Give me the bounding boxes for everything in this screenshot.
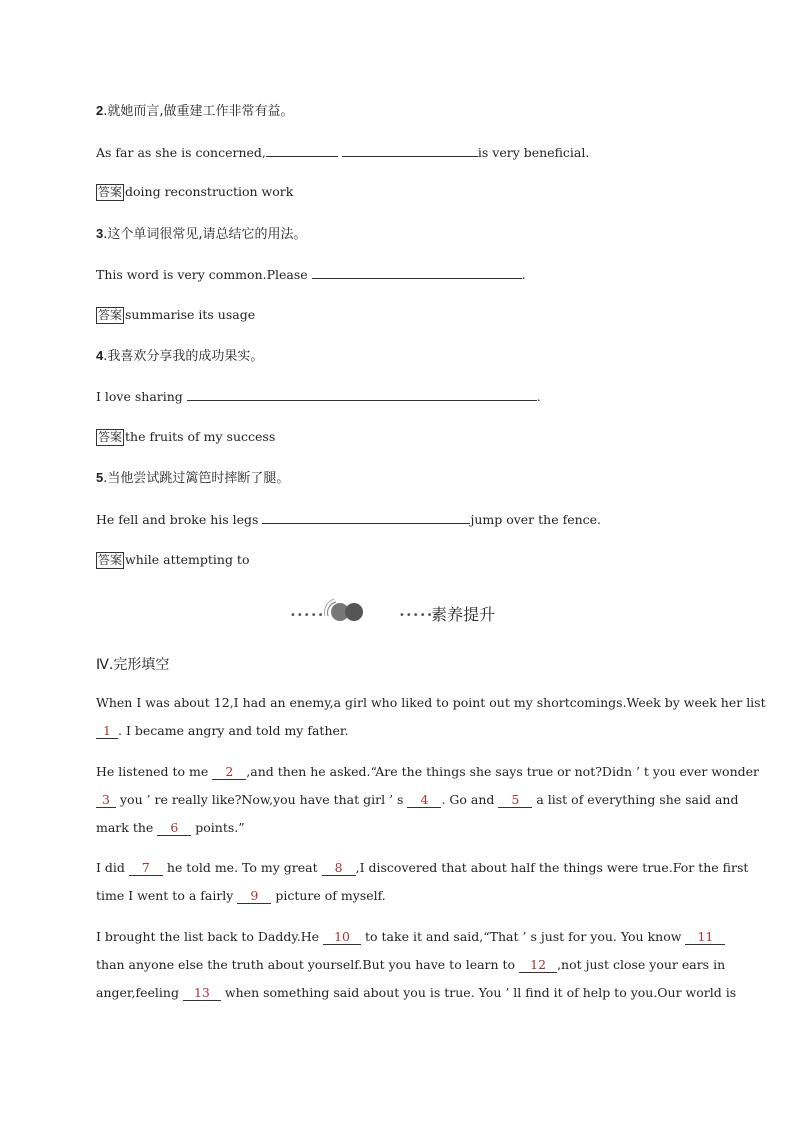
question-5-prompt xyxy=(96,470,289,487)
gap-blank[interactable]: 13 xyxy=(183,986,221,1001)
passage-text: ,not just close your ears in xyxy=(557,957,726,972)
gap-blank[interactable]: 4 xyxy=(407,793,441,808)
answer-tag: 答案 xyxy=(98,430,123,444)
gap-blank[interactable]: 1 xyxy=(96,724,118,739)
sentence-part: He fell and broke his legs xyxy=(96,512,259,527)
answer-tag: 答案 xyxy=(98,308,123,322)
passage-text: . Go and xyxy=(441,792,495,807)
passage-line xyxy=(96,929,725,945)
question-number: 2 xyxy=(96,103,104,118)
passage-text: than anyone else the truth about yourself.But you have to learn to xyxy=(96,957,516,972)
gap-blank[interactable]: 10 xyxy=(323,930,361,945)
sentence-part: . xyxy=(521,267,526,282)
question-2-prompt xyxy=(96,103,294,120)
question-text-cn: .我喜欢分享我的成功果实。 xyxy=(103,349,264,364)
question-5-answer xyxy=(96,552,249,569)
passage-text: points.” xyxy=(195,820,245,835)
passage-text: time I went to a fairly xyxy=(96,888,234,903)
answer-text: the fruits of my success xyxy=(125,429,276,444)
passage-line xyxy=(96,723,348,739)
answer-text: while attempting to xyxy=(125,552,250,567)
question-text-cn: .就她而言,做重建工作非常有益。 xyxy=(103,104,294,119)
gap-blank[interactable]: 11 xyxy=(685,930,725,945)
sentence-part: is very beneficial. xyxy=(477,145,590,160)
question-5-sentence xyxy=(96,511,601,528)
banner-dots-left: ••••• xyxy=(290,610,325,621)
passage-text: anger,feeling xyxy=(96,985,179,1000)
question-3-answer xyxy=(96,307,255,324)
gap-blank[interactable]: 12 xyxy=(519,958,557,973)
passage-line xyxy=(96,860,748,876)
passage-text: he told me. To my great xyxy=(166,860,318,875)
answer-blank xyxy=(342,144,478,157)
banner-dots-right: ••••• xyxy=(399,610,434,621)
answer-blank xyxy=(266,144,338,157)
passage-line xyxy=(96,888,386,904)
section-banner xyxy=(288,598,548,628)
answer-tag: 答案 xyxy=(98,185,123,199)
gap-blank[interactable]: 5 xyxy=(498,793,532,808)
question-4-sentence xyxy=(96,388,541,405)
gap-blank[interactable]: 8 xyxy=(322,861,356,876)
passage-text: when something said about you is true. You ’ ll find it of help to you.Our world is xyxy=(224,985,737,1000)
double-circle-icon xyxy=(322,598,368,626)
sentence-part: As far as she is concerned, xyxy=(96,145,266,160)
question-4-answer xyxy=(96,429,275,446)
passage-line xyxy=(96,820,245,836)
question-text-cn: .当他尝试跳过篱笆时摔断了腿。 xyxy=(103,471,290,486)
passage-line xyxy=(96,764,759,780)
passage-text: a list of everything she said and xyxy=(536,792,739,807)
question-number: 3 xyxy=(96,226,104,241)
question-2-sentence xyxy=(96,144,589,161)
gap-blank[interactable]: 6 xyxy=(157,821,191,836)
passage-text: . I became angry and told my father. xyxy=(118,723,349,738)
question-number: 5 xyxy=(96,470,104,485)
passage-text: When I was about 12,I had an enemy,a girl who liked to point out my shortcomings.Week by week her list xyxy=(96,695,766,710)
question-number: 4 xyxy=(96,348,104,363)
passage-text: mark the xyxy=(96,820,154,835)
banner-title: 素养提升 xyxy=(431,605,496,624)
question-text-cn: .这个单词很常见,请总结它的用法。 xyxy=(103,227,307,242)
answer-blank xyxy=(312,266,522,279)
passage-text: ,I discovered that about half the things were true.For the first xyxy=(355,860,749,875)
answer-text: doing reconstruction work xyxy=(125,184,294,199)
answer-text: summarise its usage xyxy=(125,307,256,322)
gap-blank[interactable]: 9 xyxy=(237,889,271,904)
answer-tag: 答案 xyxy=(98,553,123,567)
gap-blank[interactable]: 7 xyxy=(129,861,163,876)
passage-text: He listened to me xyxy=(96,764,209,779)
question-3-prompt xyxy=(96,226,307,243)
passage-line xyxy=(96,695,766,711)
passage-line xyxy=(96,957,725,973)
gap-blank[interactable]: 3 xyxy=(96,793,116,808)
passage-text: I brought the list back to Daddy.He xyxy=(96,929,320,944)
question-3-sentence xyxy=(96,266,526,283)
gap-blank[interactable]: 2 xyxy=(212,765,246,780)
passage-text: picture of myself. xyxy=(275,888,386,903)
passage-line xyxy=(96,985,736,1001)
question-2-answer xyxy=(96,184,293,201)
sentence-part: I love sharing xyxy=(96,389,183,404)
question-4-prompt xyxy=(96,348,263,365)
sentence-part: This word is very common.Please xyxy=(96,267,308,282)
answer-blank xyxy=(262,511,470,524)
passage-text: ,and then he asked.“Are the things she says true or not?Didn ’ t you ever wonder xyxy=(246,764,759,779)
passage-text: to take it and said,“That ’ s just for you. You know xyxy=(365,929,682,944)
passage-line xyxy=(96,792,738,808)
answer-blank xyxy=(187,388,537,401)
passage-text: you ’ re really like?Now,you have that girl ’ s xyxy=(119,792,404,807)
sentence-part: . xyxy=(536,389,541,404)
passage-text: I did xyxy=(96,860,125,875)
section-heading: Ⅳ.完形填空 xyxy=(96,657,170,673)
sentence-part: jump over the fence. xyxy=(470,512,602,527)
